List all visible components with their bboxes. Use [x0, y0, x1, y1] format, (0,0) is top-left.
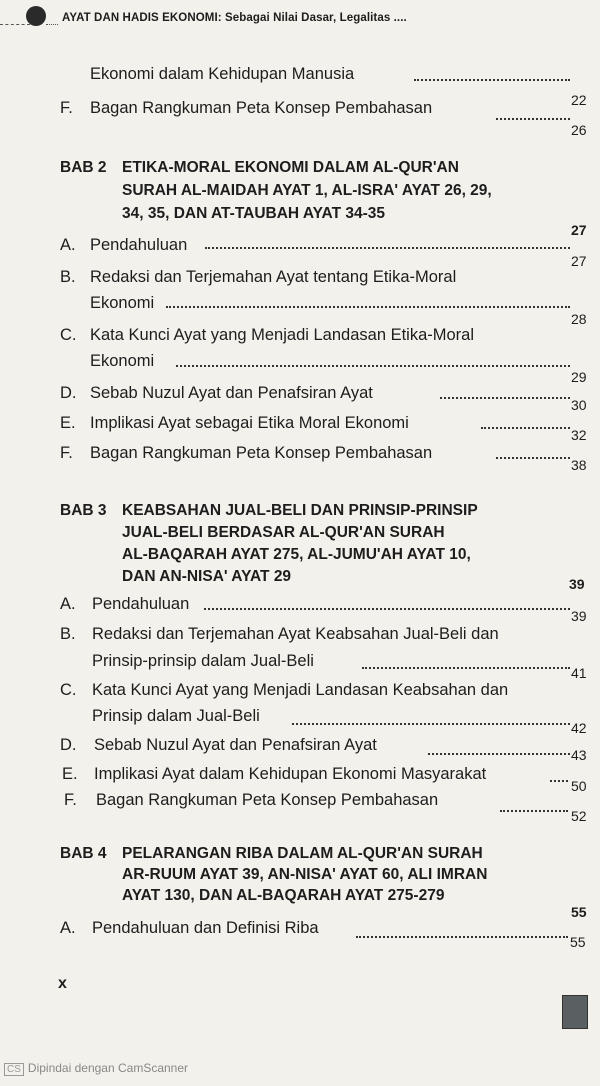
- chapter-number: BAB 3: [60, 502, 107, 519]
- entry-text: Sebab Nuzul Ayat dan Penafsiran Ayat: [94, 736, 377, 754]
- leader-dots: [550, 780, 568, 782]
- entry-text: Prinsip dalam Jual-Beli: [92, 707, 260, 725]
- chapter-page-number: 27: [571, 222, 587, 238]
- entry-letter: A.: [60, 919, 76, 937]
- entry-text: Prinsip-prinsip dalam Jual-Beli: [92, 652, 314, 670]
- leader-dots: [204, 608, 570, 610]
- entry-letter: D.: [60, 384, 77, 402]
- entry-letter: F.: [64, 791, 77, 809]
- chapter-page-number: 55: [571, 904, 587, 920]
- book-spine-mark: [562, 995, 588, 1029]
- page-number: 30: [571, 397, 587, 413]
- entry-text: Bagan Rangkuman Peta Konsep Pembahasan: [96, 791, 439, 809]
- chapter-title-line: AYAT 130, DAN AL-BAQARAH AYAT 275-279: [122, 887, 445, 904]
- scanner-watermark: [4, 1061, 188, 1076]
- entry-text: Bagan Rangkuman Peta Konsep Pembahasan: [90, 99, 433, 117]
- camscanner-badge: CS: [4, 1063, 24, 1076]
- header-rule: [0, 24, 30, 25]
- header-title: AYAT DAN HADIS EKONOMI: Sebagai Nilai Dasar, Legalitas ....: [62, 12, 407, 24]
- page-number: 55: [570, 934, 586, 950]
- page-number: 39: [571, 608, 587, 624]
- leader-dots: [414, 79, 570, 81]
- entry-text: Redaksi dan Terjemahan Ayat tentang Etika-Moral: [90, 268, 457, 286]
- page-number: 29: [571, 369, 587, 385]
- page-number: 27: [571, 253, 587, 269]
- running-header: [0, 8, 600, 30]
- header-rule: [46, 24, 58, 25]
- chapter-number: BAB 2: [60, 159, 107, 176]
- chapter-title-line: 34, 35, DAN AT-TAUBAH AYAT 34-35: [122, 205, 386, 222]
- page-number: 38: [571, 457, 587, 473]
- leader-dots: [205, 247, 570, 249]
- entry-text: Bagan Rangkuman Peta Konsep Pembahasan: [90, 444, 433, 462]
- chapter-title-line: JUAL-BELI BERDASAR AL-QUR'AN SURAH: [122, 524, 445, 541]
- bullet-icon: [26, 6, 46, 26]
- scanner-text: Dipindai dengan CamScanner: [27, 1061, 189, 1075]
- entry-letter: F.: [60, 99, 73, 117]
- chapter-title-line: AL-BAQARAH AYAT 275, AL-JUMU'AH AYAT 10,: [122, 546, 471, 563]
- chapter-title-line: ETIKA-MORAL EKONOMI DALAM AL-QUR'AN: [122, 159, 459, 176]
- entry-text: Sebab Nuzul Ayat dan Penafsiran Ayat: [90, 384, 373, 402]
- entry-letter: E.: [60, 414, 76, 432]
- page-number: 41: [571, 665, 587, 681]
- page-number: 43: [571, 747, 587, 763]
- entry-letter: C.: [60, 681, 77, 699]
- entry-text: Pendahuluan: [92, 595, 190, 613]
- entry-letter: F.: [60, 444, 73, 462]
- chapter-title-line: KEABSAHAN JUAL-BELI DAN PRINSIP-PRINSIP: [122, 502, 478, 519]
- page-folio: x: [58, 975, 67, 992]
- page-number: 32: [571, 427, 587, 443]
- leader-dots: [496, 457, 570, 459]
- leader-dots: [292, 723, 570, 725]
- page-number: 52: [571, 808, 587, 824]
- chapter-title-line: PELARANGAN RIBA DALAM AL-QUR'AN SURAH: [122, 845, 483, 862]
- leader-dots: [428, 753, 570, 755]
- entry-letter: B.: [60, 268, 76, 286]
- entry-text: Redaksi dan Terjemahan Ayat Keabsahan Jual-Beli dan: [92, 625, 499, 643]
- leader-dots: [356, 936, 568, 938]
- entry-text: Ekonomi dalam Kehidupan Manusia: [90, 65, 355, 83]
- entry-text: Implikasi Ayat sebagai Etika Moral Ekonomi: [90, 414, 409, 432]
- page-number: 26: [571, 122, 587, 138]
- page-number: 42: [571, 720, 587, 736]
- leader-dots: [176, 365, 570, 367]
- leader-dots: [440, 397, 570, 399]
- entry-text: Ekonomi: [90, 294, 155, 312]
- entry-text: Implikasi Ayat dalam Kehidupan Ekonomi Masyarakat: [94, 765, 487, 783]
- entry-letter: B.: [60, 625, 76, 643]
- leader-dots: [362, 667, 570, 669]
- leader-dots: [481, 427, 570, 429]
- entry-letter: E.: [62, 765, 78, 783]
- entry-text: Pendahuluan dan Definisi Riba: [92, 919, 319, 937]
- page-number: 28: [571, 311, 587, 327]
- entry-letter: A.: [60, 236, 76, 254]
- page-number: 50: [571, 778, 587, 794]
- entry-letter: C.: [60, 326, 77, 344]
- page-number: 22: [571, 92, 587, 108]
- leader-dots: [166, 306, 570, 308]
- chapter-title-line: SURAH AL-MAIDAH AYAT 1, AL-ISRA' AYAT 26, 29,: [122, 182, 492, 199]
- entry-text: Ekonomi: [90, 352, 155, 370]
- entry-letter: D.: [60, 736, 77, 754]
- chapter-title-line: DAN AN-NISA' AYAT 29: [122, 568, 292, 585]
- leader-dots: [496, 118, 570, 120]
- chapter-page-number: 39: [569, 576, 585, 592]
- chapter-title-line: AR-RUUM AYAT 39, AN-NISA' AYAT 60, ALI IMRAN: [122, 866, 488, 883]
- chapter-number: BAB 4: [60, 845, 107, 862]
- entry-text: Pendahuluan: [90, 236, 188, 254]
- leader-dots: [500, 810, 568, 812]
- entry-text: Kata Kunci Ayat yang Menjadi Landasan Etika-Moral: [90, 326, 475, 344]
- entry-text: Kata Kunci Ayat yang Menjadi Landasan Keabsahan dan: [92, 681, 509, 699]
- entry-letter: A.: [60, 595, 76, 613]
